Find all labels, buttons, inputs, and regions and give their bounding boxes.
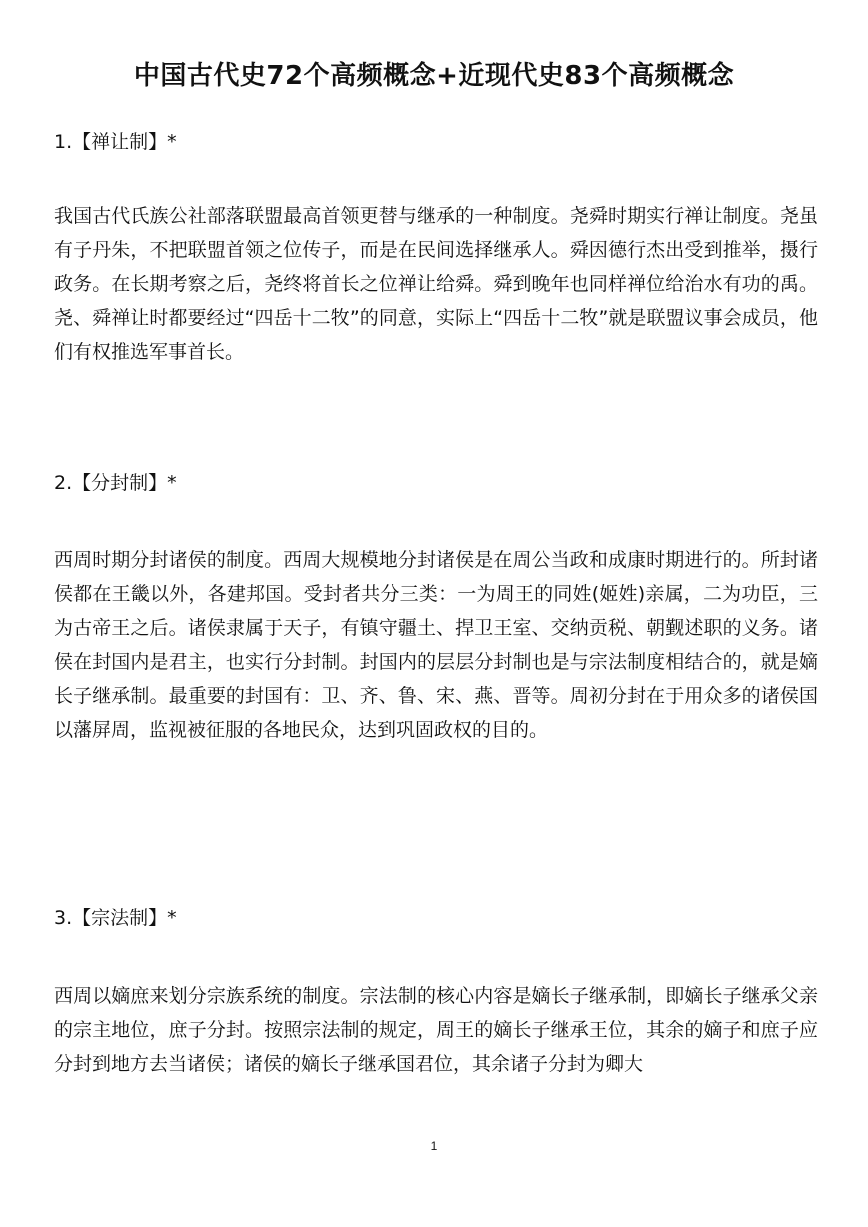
section-3-body-block [54,979,818,1081]
document-title: 中国古代史72个高频概念+近现代史83个高频概念 [133,61,735,91]
section-1-heading: 1.【禅让制】* [54,131,177,153]
section-1-paragraph: 我国古代氏族公社部落联盟最高首领更替与继承的一种制度。尧舜时期实行禅让制度。尧虽有子丹朱，不把联盟首领之位传子，而是在民间选择继承人。舜因德行杰出受到推举，摄行政务。在长期考察之后，尧终将首长之位禅让给舜。舜到晚年也同样禅位给治水有功的禹。尧、舜禅让时都要经过“四岳十二牧”的同意，实际上“四岳十二牧”就是联盟议事会成员，他们有权推选军事首长。 [54,205,818,363]
section-2-heading: 2.【分封制】* [54,472,177,494]
section-2-body-block [54,543,818,747]
section-2-paragraph: 西周时期分封诸侯的制度。西周大规模地分封诸侯是在周公当政和成康时期进行的。所封诸侯都在王畿以外，各建邦国。受封者共分三类：一为周王的同姓(姬姓)亲属，二为功臣，三为古帝王之后。诸侯隶属于天子，有镇守疆土、捍卫王室、交纳贡税、朝觐述职的义务。诸侯在封国内是君主，也实行分封制。封国内的层层分封制也是与宗法制度相结合的，就是嫡长子继承制。最重要的封国有：卫、齐、鲁、宋、燕、晋等。周初分封在于用众多的诸侯国以藩屏周，监视被征服的各地民众，达到巩固政权的目的。 [54,549,818,741]
section-3-heading-block [54,903,818,933]
section-1-body-block [54,199,818,369]
section-3-heading: 3.【宗法制】* [54,907,177,929]
section-2-heading-block [54,468,818,498]
section-1-heading-block [54,127,818,157]
page-number: 1 [430,1139,438,1153]
section-3-paragraph: 西周以嫡庶来划分宗族系统的制度。宗法制的核心内容是嫡长子继承制，即嫡长子继承父亲的宗主地位，庶子分封。按照宗法制的规定，周王的嫡长子继承王位，其余的嫡子和庶子应分封到地方去当诸侯；诸侯的嫡长子继承国君位，其余诸子分封为卿大 [54,985,818,1075]
